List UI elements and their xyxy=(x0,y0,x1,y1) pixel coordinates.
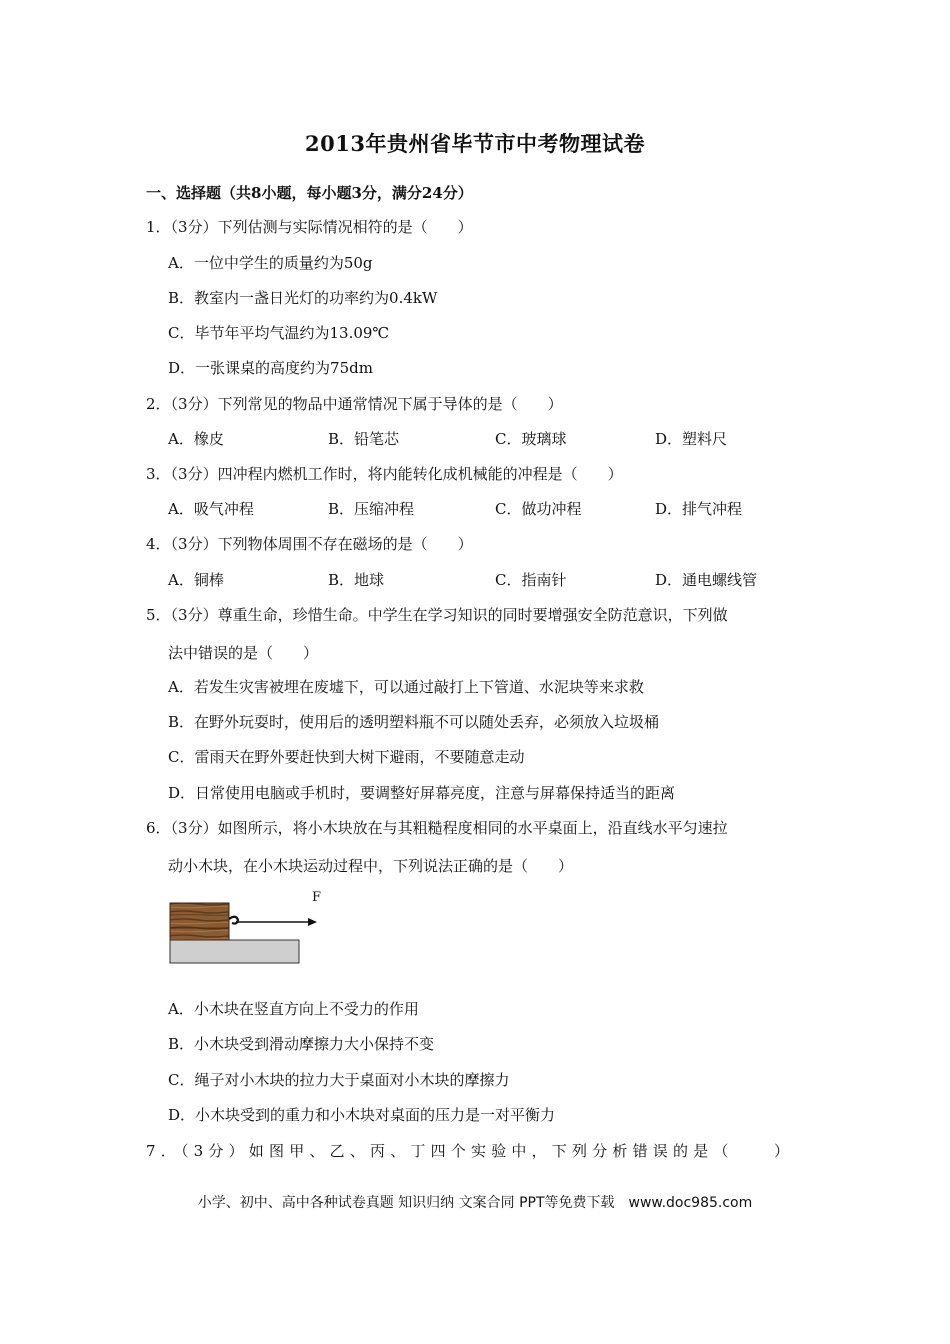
question-2-option-b: B．铅笔芯 xyxy=(328,430,400,448)
section-heading: 一、选择题（共8小题，每小题3分，满分24分） xyxy=(146,184,473,202)
question-6-option-d: D．小木块受到的重力和小木块对桌面的压力是一对平衡力 xyxy=(168,1106,556,1124)
question-6-stem-line2: 动小木块，在小木块运动过程中，下列说法正确的是（ ） xyxy=(168,857,574,875)
question-4-option-b: B．地球 xyxy=(328,571,385,589)
question-1-option-a: A．一位中学生的质量约为50g xyxy=(168,254,373,272)
question-1-option-b: B．教室内一盏日光灯的功率约为0.4kW xyxy=(168,289,438,307)
question-5-stem-line1: 5．（3分）尊重生命，珍惜生命。中学生在学习知识的同时要增强安全防范意识，下列做 xyxy=(146,606,728,624)
question-6-option-c: C．绳子对小木块的拉力大于桌面对小木块的摩擦力 xyxy=(168,1071,510,1089)
question-2-stem: 2．（3分）下列常见的物品中通常情况下属于导体的是（ ） xyxy=(146,395,563,413)
question-5-option-d: D．日常使用电脑或手机时，要调整好屏幕亮度，注意与屏幕保持适当的距离 xyxy=(168,784,676,802)
question-3-option-b: B．压缩冲程 xyxy=(328,500,415,518)
block-on-table-figure xyxy=(168,885,328,970)
question-5-option-b: B．在野外玩耍时，使用后的透明塑料瓶不可以随处丢弃，必须放入垃圾桶 xyxy=(168,713,660,731)
question-4-option-c: C．指南针 xyxy=(495,571,567,589)
force-label: F xyxy=(312,890,322,905)
question-5-option-a: A．若发生灾害被埋在废墟下，可以通过敲打上下管道、水泥块等来求救 xyxy=(168,678,644,696)
question-4-stem: 4．（3分）下列物体周围不存在磁场的是（ ） xyxy=(146,535,473,553)
question-3-option-c: C．做功冲程 xyxy=(495,500,582,518)
question-2-option-d: D．塑料尺 xyxy=(655,430,728,448)
wooden-block xyxy=(170,903,229,940)
question-3-option-a: A．吸气冲程 xyxy=(168,500,254,518)
question-1-stem: 1．（3分）下列估测与实际情况相符的是（ ） xyxy=(146,218,473,236)
force-arrow-head xyxy=(308,918,317,926)
question-6-stem-line1: 6．（3分）如图所示，将小木块放在与其粗糙程度相同的水平桌面上，沿直线水平匀速拉 xyxy=(146,819,728,837)
question-1-option-c: C．毕节年平均气温约为13.09℃ xyxy=(168,324,390,342)
question-6-option-b: B．小木块受到滑动摩擦力大小保持不变 xyxy=(168,1035,435,1053)
question-1-option-d: D．一张课桌的高度约为75dm xyxy=(168,359,373,377)
question-3-option-d: D．排气冲程 xyxy=(655,500,743,518)
question-3-stem: 3．（3分）四冲程内燃机工作时，将内能转化成机械能的冲程是（ ） xyxy=(146,465,623,483)
question-2-option-c: C．玻璃球 xyxy=(495,430,567,448)
question-4-option-a: A．铜棒 xyxy=(168,571,224,589)
table-surface xyxy=(170,940,299,963)
question-5-option-c: C．雷雨天在野外要赶快到大树下避雨，不要随意走动 xyxy=(168,748,525,766)
page-title: 2013年贵州省毕节市中考物理试卷 xyxy=(305,131,645,156)
question-4-option-d: D．通电螺线管 xyxy=(655,571,758,589)
question-7-stem: 7．（3分）如图甲、乙、丙、丁四个实验中，下列分析错误的是（ ） xyxy=(146,1142,795,1160)
question-5-stem-line2: 法中错误的是（ ） xyxy=(168,644,319,662)
question-6-option-a: A．小木块在竖直方向上不受力的作用 xyxy=(168,1000,419,1018)
question-2-option-a: A．橡皮 xyxy=(168,430,224,448)
page-footer: 小学、初中、高中各种试卷真题 知识归纳 文案合同 PPT等免费下载 www.doc985.com xyxy=(197,1195,753,1211)
